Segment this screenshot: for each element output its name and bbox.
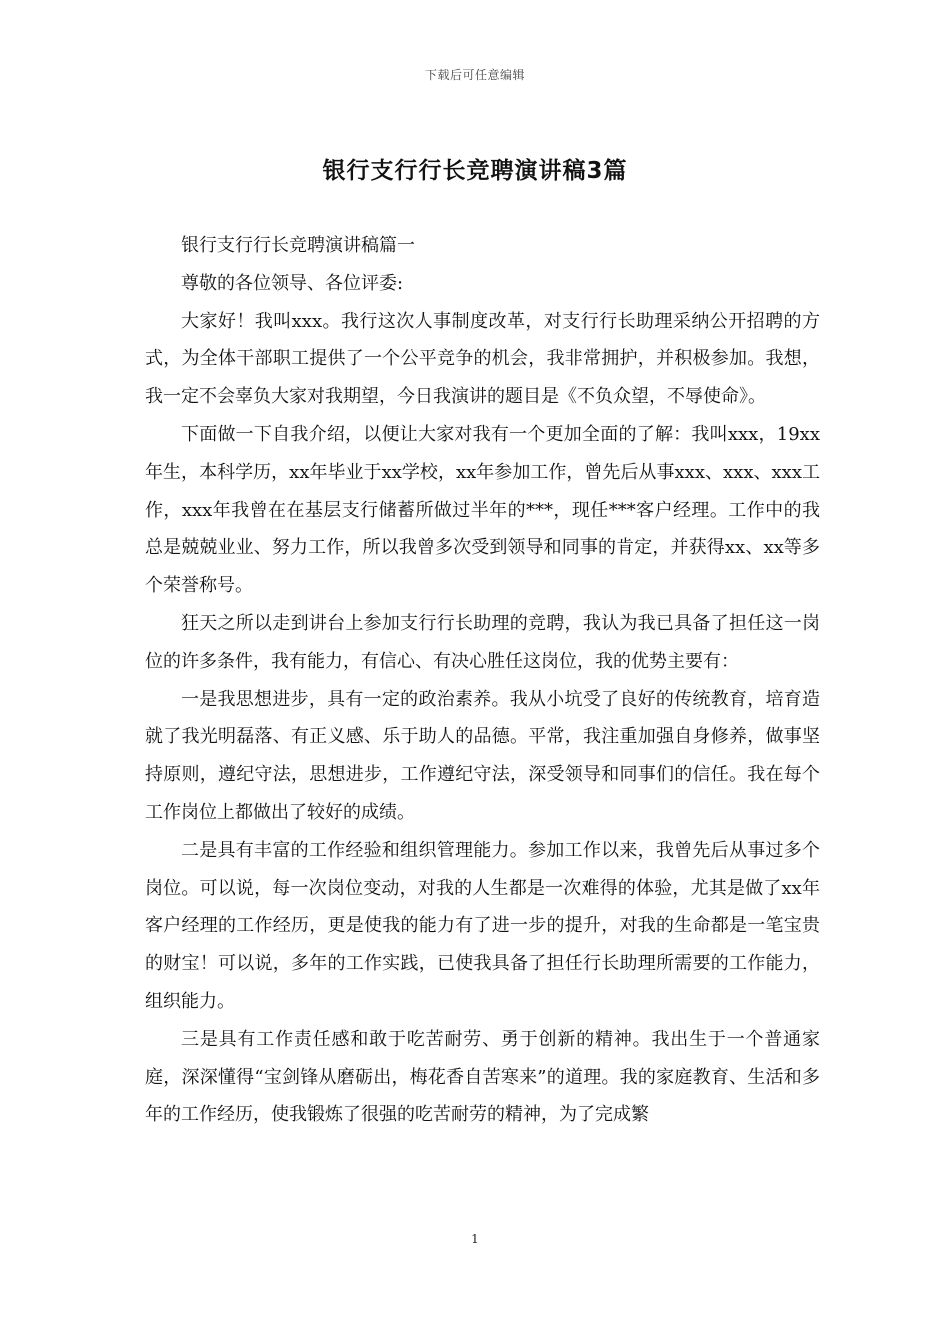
header-note: 下载后可任意编辑 <box>424 68 525 82</box>
paragraph: 三是具有工作责任感和敢于吃苦耐劳、勇于创新的精神。我出生于一个普通家庭，深深懂得“宝剑锋从磨砺出，梅花香自苦寒来”的道理。我的家庭教育、生活和多年的工作经历，使我锻炼了很强的吃苦耐劳的精神，为了完成繁 <box>145 1028 820 1126</box>
page-number: 1 <box>471 1232 479 1246</box>
paragraph: 狂天之所以走到讲台上参加支行行长助理的竞聘，我认为我已具备了担任这一岗位的许多条件，我有能力，有信心、有决心胜任这岗位，我的优势主要有： <box>145 612 820 672</box>
document-body <box>145 227 820 1134</box>
salutation: 尊敬的各位领导、各位评委: <box>181 272 404 294</box>
paragraph: 二是具有丰富的工作经验和组织管理能力。参加工作以来，我曾先后从事过多个岗位。可以说，每一次岗位变动，对我的人生都是一次难得的体验，尤其是做了xx年客户经理的工作经历，更是使我的能力有了进一步的提升，对我的生命都是一笔宝贵的财宝！可以说，多年的工作实践，已使我具备了担任行长助理所需要的工作能力，组织能力。 <box>145 839 820 1012</box>
paragraph: 大家好！我叫xxx。我行这次人事制度改革，对支行行长助理采纳公开招聘的方式，为全体干部职工提供了一个公平竞争的机会，我非常拥护，并积极参加。我想，我一定不会辜负大家对我期望，今日我演讲的题目是《不负众望，不辱使命》。 <box>145 310 820 408</box>
document-title: 银行支行行长竞聘演讲稿3篇 <box>322 158 628 184</box>
paragraph: 下面做一下自我介绍，以便让大家对我有一个更加全面的了解：我叫xxx，19xx年生，本科学历，xx年毕业于xx学校，xx年参加工作，曾先后从事xxx、xxx、xxx工作，xxx年我曾在在基层支行储蓄所做过半年的***，现任***客户经理。工作中的我总是兢兢业业、努力工作，所以我曾多次受到领导和同事的肯定，并获得xx、xx等多个荣誉称号。 <box>145 423 820 597</box>
paragraph: 一是我思想进步，具有一定的政治素养。我从小坑受了良好的传统教育，培育造就了我光明磊落、有正义感、乐于助人的品德。平常，我注重加强自身修养，做事坚持原则，遵纪守法，思想进步，工作遵纪守法，深受领导和同事们的信任。我在每个工作岗位上都做出了较好的成绩。 <box>145 688 820 823</box>
section-heading: 银行支行行长竞聘演讲稿篇一 <box>181 235 415 256</box>
